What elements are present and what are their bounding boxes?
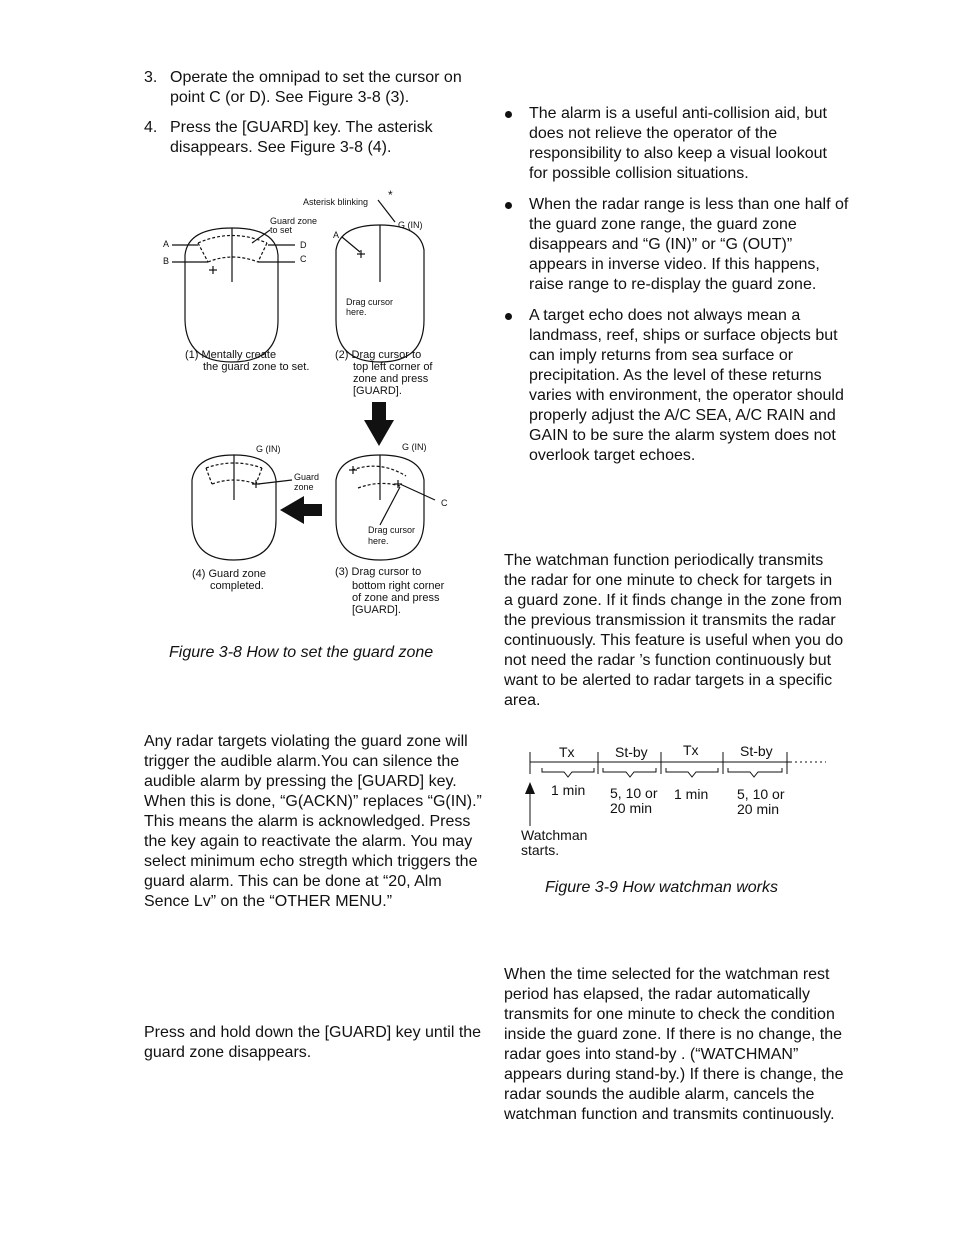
bullet-icon: [505, 313, 512, 320]
note-item: The alarm is a useful anti-collision aid, but does not relieve the operator of the responsibility to also keep a visual lookout for possible collision situations.: [505, 104, 850, 184]
figure-3-8-caption: Figure 3-8 How to set the guard zone: [169, 644, 434, 661]
bullet-icon: [505, 202, 512, 209]
segment-label-3: Tx: [683, 742, 699, 758]
label-c: C: [300, 254, 307, 264]
panel-1-caption: (1) Mentally create: [185, 349, 277, 361]
svg-text:[GUARD].: [GUARD].: [353, 385, 402, 397]
svg-text:starts.: starts.: [521, 842, 560, 858]
svg-text:the guard zone to set.: the guard zone to set.: [203, 361, 310, 373]
drag-cursor-label-2: Drag cursor: [346, 297, 394, 307]
panel-3-caption: (3) Drag cursor to: [335, 566, 422, 578]
panel-4-caption: (4) Guard zone: [192, 568, 266, 580]
svg-text:zone: zone: [294, 482, 314, 492]
segment-label-4: St-by: [740, 743, 773, 759]
figure-3-9-caption: Figure 3-9 How watchman works: [545, 879, 778, 896]
drag-cursor-label-3: Drag cursor: [368, 525, 416, 535]
label-b: B: [163, 256, 170, 266]
note-item: A target echo does not always mean a landmass, reef, ships or surface objects but can imply returns from sea surface or precipitation. As the level of these returns varies with environment, the operator should properly adjust the A/C SEA, A/C RAIN and GAIN to be sure the alarm system does not overlook target echoes.: [505, 306, 850, 466]
step-4: 4. Press the [GUARD] key. The asterisk disappears. See Figure 3-8 (4).: [144, 119, 433, 156]
guard-zone-to-set-label: Guard zone: [270, 216, 318, 226]
svg-text:to set: to set: [270, 225, 293, 235]
note-item: When the radar range is less than one half of the guard zone range, the guard zone disappears and “G (IN)” or “G (OUT)” appears in inverse video. If this happens, raise range to re-display the guard zone.: [505, 195, 850, 295]
cancel-paragraph: Press and hold down the [GUARD] key until the guard zone disappears.: [144, 1024, 482, 1061]
label-g-in-4: G (IN): [256, 444, 281, 454]
step-3: 3. Operate the omnipad to set the cursor on point C (or D). See Figure 3-8 (3).: [144, 69, 462, 106]
label-g-in-2: G (IN): [398, 220, 423, 230]
alarm-paragraph: Any radar targets violating the guard zone will trigger the audible alarm.You can silence the audible alarm by pressing the [GUARD] key. When this is done, “G(ACKN)” replaces “G(IN).” This means the alarm is acknowledged. Press the key again to reactivate the alarm. You may select minimum echo stregth which triggers the guard alarm. This can be done at “20, Alm Sence Lv” on the “OTHER MENU.”: [144, 733, 482, 910]
svg-text:bottom right corner: bottom right corner: [352, 580, 445, 592]
guard-zone-label: Guard: [294, 472, 320, 482]
segment-duration-1: 1 min: [551, 782, 586, 798]
segment-label-2: St-by: [615, 744, 648, 760]
svg-text:here.: here.: [368, 536, 389, 546]
down-arrow: [364, 402, 394, 446]
segment-duration-4: 5, 10 or 20 min: [737, 786, 785, 817]
svg-text:*: *: [388, 188, 393, 202]
watchman-operation-paragraph: When the time selected for the watchman rest period has elapsed, the radar automatically transmits for one minute to check the condition inside the guard zone. If there is no change, the radar goes into stand-by . (“WATCHMAN” appears during stand-by.) If there is change, the radar sounds the audible alarm, cancels the watchman function and transmits continuously.: [504, 966, 844, 1123]
svg-text:zone and press: zone and press: [353, 373, 429, 385]
label-c-3: C: [441, 498, 448, 508]
segment-duration-3: 1 min: [674, 786, 709, 802]
watchman-paragraph: The watchman function periodically transmits the radar for one minute to check for targets in a guard zone. If it finds change in the zone from the previous transmission it transmits the radar continuously. This feature is useful when you do not need the radar ’s function continuously but want to be alerted to radar targets in a specific area.: [504, 552, 844, 709]
label-g-in-3: G (IN): [402, 442, 427, 452]
label-a: A: [163, 239, 170, 249]
svg-text:completed.: completed.: [210, 580, 264, 592]
svg-text:of zone and press: of zone and press: [352, 592, 440, 604]
svg-text:here.: here.: [346, 307, 367, 317]
svg-text:[GUARD].: [GUARD].: [352, 604, 401, 616]
label-d: D: [300, 240, 307, 250]
segment-duration-2: 5, 10 or 20 min: [610, 785, 658, 816]
bullet-icon: [505, 111, 512, 118]
left-arrow: [280, 496, 322, 524]
label-a-2: A: [333, 230, 340, 240]
watchman-starts-label: Watchman: [521, 827, 588, 843]
notes-list: [505, 104, 850, 477]
svg-text:top left corner of: top left corner of: [353, 361, 433, 373]
segment-label-1: Tx: [559, 744, 575, 760]
panel-2-caption: (2) Drag cursor to: [335, 349, 422, 361]
asterisk-blinking-label: Asterisk blinking: [303, 197, 369, 207]
